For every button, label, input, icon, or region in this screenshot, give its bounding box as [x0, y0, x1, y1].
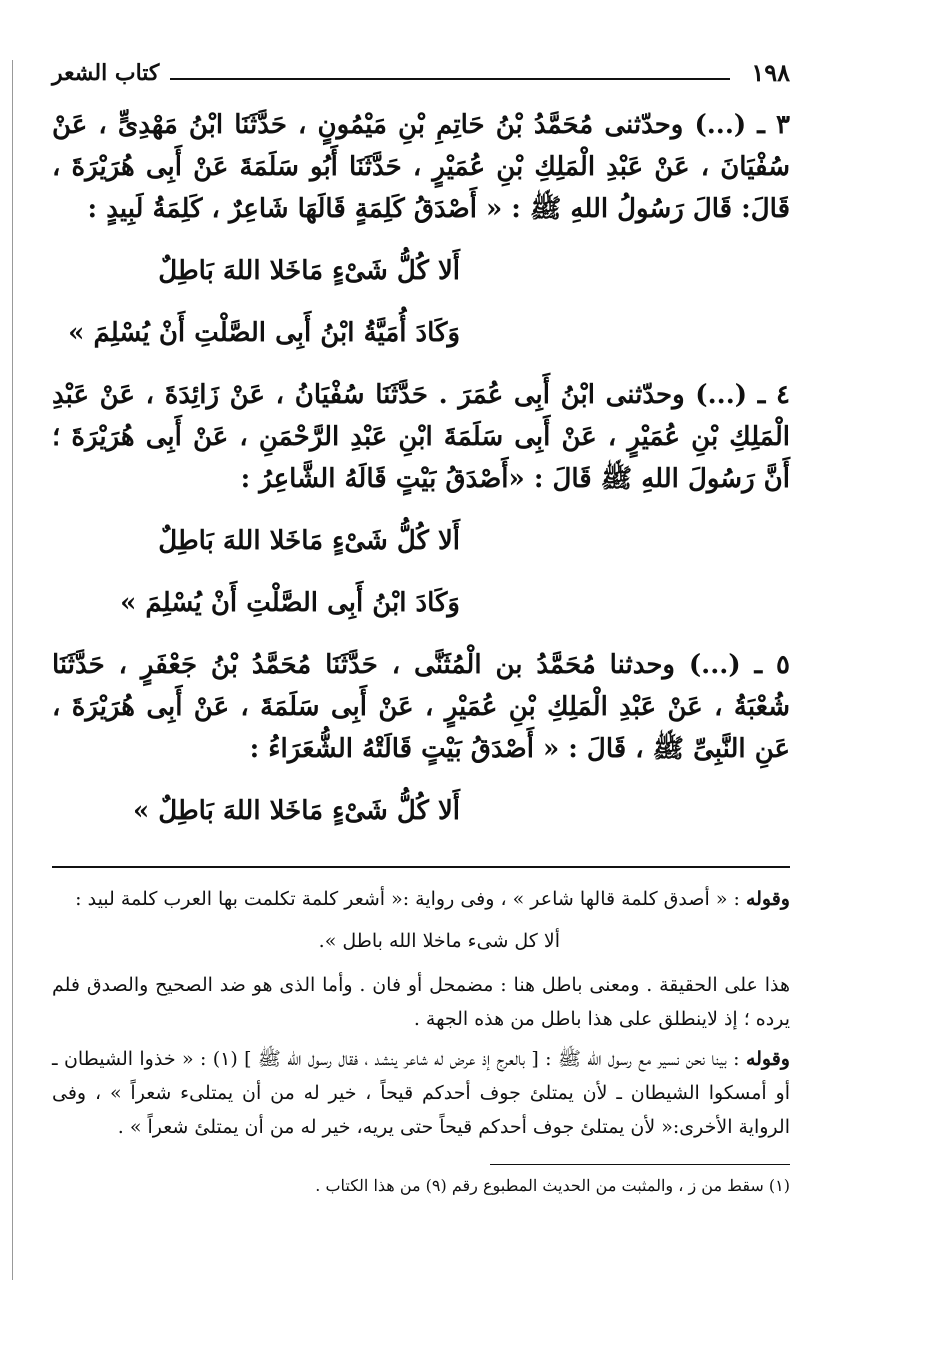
hadith-3: ٣ ـ (...) وحدّثنى مُحَمَّدُ بْنُ حَاتِمِ بْنِ مَيْمُونٍ ، حَدَّثَنَا ابْنُ مَهْدِىٍّ ، عَنْ سُفْيَانَ ، عَنْ عَبْدِ الْمَلِكِ بْنِ عُمَيْرٍ ، حَدَّثَنَا أَبُو سَلَمَةَ عَنْ أَبِى هُرَيْرَةَ ، قَالَ: قَالَ رَسُولُ اللهِ ﷺ : « أَصْدَقُ كَلِمَةٍ قَالَهَا شَاعِرٌ ، كَلِمَةُ لَبِيدٍ :: [52, 110, 790, 224]
verse-4b: وَكَادَ ابْنُ أَبِى الصَّلْتِ أَنْ يُسْلِمَ »: [120, 588, 460, 618]
running-title: كتاب الشعر: [52, 60, 160, 86]
verse-3a: أَلا كُلُّ شَىْءٍ مَاخَلا اللهَ بَاطِلٌ: [158, 256, 460, 286]
header-rule: [170, 78, 730, 80]
commentary-3: [52, 1042, 790, 1144]
book-page: [52, 58, 790, 1318]
commentary: [52, 882, 790, 1144]
footnote: (١) سقط من ز ، والمثبت من الحديث المطبوع رقم (٩) من هذا الكتاب .: [315, 1176, 790, 1195]
commentary-1-lead: وقوله: [745, 888, 790, 910]
commentary-1-verse: ألا كل شىء ماخلا الله باطل ».: [318, 930, 560, 952]
scan-edge-line: [12, 60, 13, 1280]
commentary-2: هذا على الحقيقة . ومعنى باطل هنا : مضمحل أو فان . وأما الذى هو ضد الصحيح والصدق فلم يرده ؛ إذ لاينطلق على هذا باطل من هذه الجهة .: [52, 974, 790, 1030]
commentary-1: [52, 882, 790, 916]
commentary-3-lead: وقوله: [745, 1048, 790, 1070]
commentary-3-text: : بينا نحن نسير مع رسول الله ﷺ : [ بالعرج إذ عرض له شاعر ينشد ، فقال رسول الله ﷺ ] (١) : « خذوا الشيطان ـ أو أمسكوا الشيطان ـ لأن يمتلئ جوف أحدكم قيحاً ، خير له من أن يمتلىء شعراً » ، وفى الرواية الأخرى:« لأن يمتلئ جوف أحدكم قيحاً حتى يريه، خير له من أن يمتلئ شعراً » .: [52, 1048, 790, 1138]
verse-3b: وَكَادَ أُمَيَّةُ ابْنُ أَبِى الصَّلْتِ أَنْ يُسْلِمَ »: [68, 318, 460, 348]
main-text: [52, 104, 790, 832]
hadith-4: ٤ ـ (...) وحدّثنى ابْنُ أَبِى عُمَرَ . حَدَّثَنَا سُفْيَانُ ، عَنْ زَائِدَةَ ، عَنْ عَبْدِ الْمَلِكِ بْنِ عُمَيْرٍ ، عَنْ أَبِى سَلَمَةَ ابْنِ عَبْدِ الرَّحْمَنِ ، عَنْ أَبِى هُرَيْرَةَ ؛ أَنَّ رَسُولَ اللهِ ﷺ قَالَ : «أَصْدَقُ بَيْتٍ قَالَهُ الشَّاعِرُ :: [52, 380, 790, 494]
page-header: [52, 58, 790, 98]
footnote-rule: [490, 1164, 790, 1165]
verse-5: أَلا كُلُّ شَىْءٍ مَاخَلا اللهَ بَاطِلٌ »: [132, 796, 460, 826]
page-number: ١٩٨: [751, 58, 790, 87]
commentary-1-text: : « أصدق كلمة قالها شاعر » ، وفى رواية :« أشعر كلمة تكلمت بها العرب كلمة لبيد :: [75, 888, 740, 910]
hadith-5: ٥ ـ (...) وحدثنا مُحَمَّدُ بن الْمُثَنَّى ، حَدَّثَنَا مُحَمَّدُ بْنُ جَعْفَرٍ ، حَدَّثَنَا شُعْبَةُ ، عَنْ عَبْدِ الْمَلِكِ بْنِ عُمَيْرٍ ، عَنْ أَبِى سَلَمَةَ ، عَنْ أَبِى هُرَيْرَةَ ، عَنِ النَّبِىِّ ﷺ ، قَالَ : « أَصْدَقُ بَيْتٍ قَالَتْهُ الشُّعَرَاءُ :: [52, 650, 790, 764]
commentary-separator: [52, 866, 790, 868]
verse-4a: أَلا كُلُّ شَىْءٍ مَاخَلا اللهَ بَاطِلٌ: [158, 526, 460, 556]
